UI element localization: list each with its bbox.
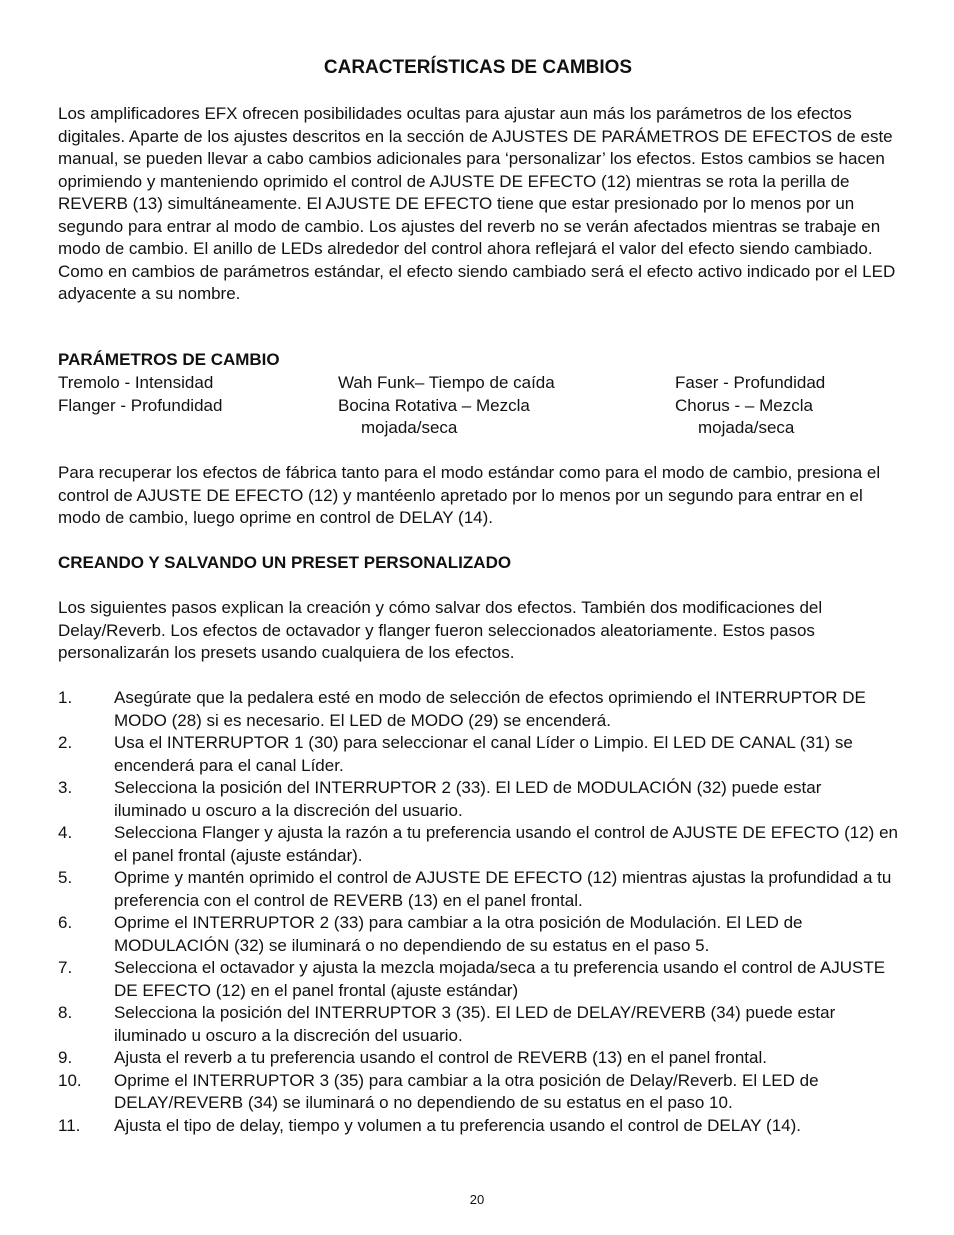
step-number: 10. (58, 1070, 82, 1090)
param-item-continuation: mojada/seca (361, 418, 458, 437)
steps-list (58, 687, 898, 1137)
list-item (58, 822, 898, 867)
step-number: 6. (58, 913, 73, 932)
params-column-1 (58, 372, 222, 417)
list-item (58, 1070, 898, 1115)
list-item (58, 867, 898, 912)
step-text: Selecciona la posición del INTERRUPTOR 2 (33). El LED de MODULACIÓN (32) puede estar iluminado u oscuro a la discreción del usuario. (114, 778, 822, 820)
step-text: Oprime el INTERRUPTOR 3 (35) para cambiar a la otra posición de Delay/Reverb. El LED de DELAY/REVERB (34) se iluminará o no dependiendo de su estatus en el paso 10. (114, 1070, 819, 1112)
list-item (58, 732, 898, 777)
step-number: 4. (58, 823, 73, 842)
step-text: Ajusta el tipo de delay, tiempo y volumen a tu preferencia usando el control de DELAY (14). (114, 1115, 802, 1135)
param-item: Bocina Rotativa – Mezcla (338, 395, 530, 415)
list-item (58, 777, 898, 822)
param-item: Faser - Profundidad (675, 373, 826, 392)
step-number: 7. (58, 958, 73, 977)
param-item: Chorus - – Mezcla (675, 395, 813, 415)
list-item (58, 687, 898, 732)
step-number: 3. (58, 778, 73, 797)
step-text: Selecciona Flanger y ajusta la razón a tu preferencia usando el control de AJUSTE DE EFECTO (12) en el panel frontal (ajuste estándar). (114, 823, 898, 865)
params-heading: PARÁMETROS DE CAMBIO (58, 350, 280, 369)
step-number: 5. (58, 868, 73, 887)
step-text: Oprime el INTERRUPTOR 2 (33) para cambiar a la otra posición de Modulación. El LED de MODULACIÓN (32) se iluminará o no dependiendo de su estatus en el paso 5. (114, 913, 803, 955)
step-text: Usa el INTERRUPTOR 1 (30) para seleccionar el canal Líder o Limpio. El LED DE CANAL (31) se encenderá para el canal Líder. (114, 733, 853, 775)
step-number: 8. (58, 1003, 73, 1022)
preset-heading: CREANDO Y SALVANDO UN PRESET PERSONALIZADO (58, 553, 512, 572)
preset-intro-paragraph: Los siguientes pasos explican la creación y cómo salvar dos efectos. También dos modificaciones del Delay/Reverb. Los efectos de octavador y flanger fueron seleccionados aleatoriamente. Estos pasos personalizarán los presets usando cualquiera de los efectos. (58, 598, 823, 662)
param-item: Wah Funk– Tiempo de caída (338, 373, 555, 392)
list-item (58, 1115, 898, 1138)
step-text: Asegúrate que la pedalera esté en modo de selección de efectos oprimiendo el INTERRUPTOR DE MODO (28) si es necesario. El LED de MODO (29) se encenderá. (114, 688, 866, 730)
restore-paragraph: Para recuperar los efectos de fábrica tanto para el modo estándar como para el modo de cambio, presiona el control de AJUSTE DE EFECTO (12) y mantéenlo apretado por lo menos por un segundo para entrar en el modo de cambio, luego oprime en control de DELAY (14). (58, 463, 881, 527)
step-number: 9. (58, 1048, 73, 1067)
param-item: Tremolo - Intensidad (58, 373, 214, 392)
step-text: Oprime y mantén oprimido el control de AJUSTE DE EFECTO (12) mientras ajustas la profundidad a tu preferencia con el control de REVERB (13) en el panel frontal. (114, 868, 892, 910)
list-item (58, 1047, 898, 1070)
intro-paragraph: Los amplificadores EFX ofrecen posibilidades ocultas para ajustar aun más los parámetros de los efectos digitales. Aparte de los ajustes descritos en la sección de AJUSTES DE PARÁMETROS DE EFECTOS de este manual, se pueden llevar a cabo cambios adicionales para ‘personalizar’ los efectos. Estos cambios se hacen oprimiendo y manteniendo oprimido el control de AJUSTE DE EFECTO (12) mientras se rota la perilla de REVERB (13) simultáneamente. El AJUSTE DE EFECTO tiene que estar presionado por lo menos por un segundo para entrar al modo de cambio. Los ajustes del reverb no se verán afectados mientras se trabaje en modo de cambio. El anillo de LEDs alrededor del control ahora reflejará el valor del efecto siendo cambiado. Como en cambios de parámetros estándar, el efecto siendo cambiado será el efecto activo indicado por el LED adyacente a su nombre. (58, 104, 896, 303)
step-text: Ajusta el reverb a tu preferencia usando el control de REVERB (13) en el panel frontal. (114, 1048, 767, 1067)
list-item (58, 1002, 898, 1047)
step-number: 11. (58, 1115, 81, 1135)
step-number: 1. (58, 688, 73, 707)
step-text: Selecciona la posición del INTERRUPTOR 3 (35). El LED de DELAY/REVERB (34) puede estar iluminado u oscuro a la discreción del usuario. (114, 1003, 836, 1045)
list-item (58, 957, 898, 1002)
params-column-2 (338, 372, 555, 440)
list-item (58, 912, 898, 957)
page-number: 20 (469, 1192, 485, 1207)
step-number: 2. (58, 733, 73, 752)
param-item-continuation: mojada/seca (698, 418, 795, 437)
step-text: Selecciona el octavador y ajusta la mezcla mojada/seca a tu preferencia usando el control de AJUSTE DE EFECTO (12) en el panel frontal (ajuste estándar) (114, 958, 886, 1000)
param-item: Flanger - Profundidad (58, 395, 223, 415)
page-title: CARACTERÍSTICAS DE CAMBIOS (323, 57, 633, 78)
params-column-3 (675, 372, 825, 440)
